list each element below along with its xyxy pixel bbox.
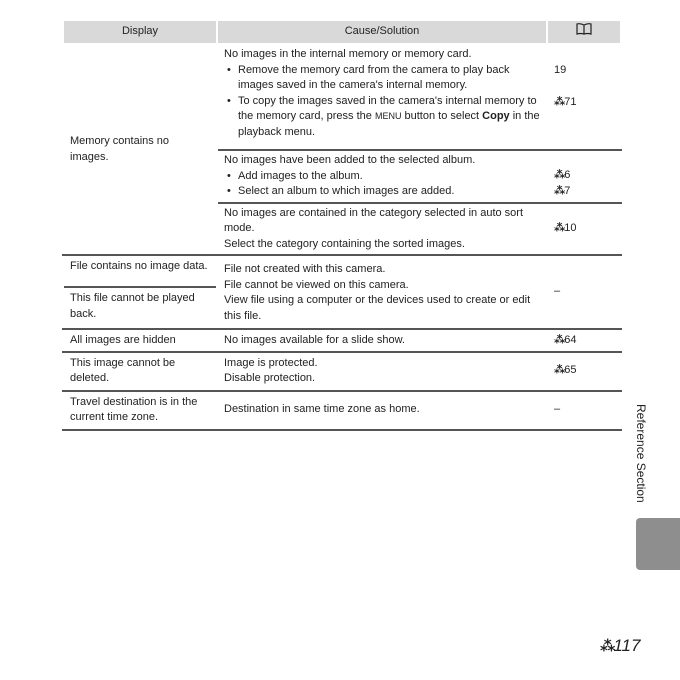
solution-bullet: • Remove the memory card from the camera to play back images saved in the camera's internal memory. xyxy=(224,63,540,94)
page-reference-number: 6 xyxy=(564,169,571,181)
error-message-table xyxy=(62,21,622,431)
copy-label: Copy xyxy=(482,110,510,122)
page-number xyxy=(600,636,640,656)
cause-cell xyxy=(217,150,547,203)
reference-cell: – xyxy=(547,255,621,329)
reference-header xyxy=(547,21,621,44)
table-row xyxy=(63,352,621,391)
display-text: This file cannot be played back. xyxy=(70,292,195,320)
reference-icon: ⁂ xyxy=(600,638,614,655)
reference-cell xyxy=(547,203,621,256)
cause-text: Image is protected. xyxy=(224,356,318,369)
table-row xyxy=(63,391,621,430)
reference-cell xyxy=(547,150,621,203)
section-side-label: Reference Section xyxy=(634,404,648,503)
cause-cell xyxy=(217,352,547,391)
book-icon xyxy=(576,23,592,35)
cause-intro: No images in the internal memory or memory card. xyxy=(224,48,472,60)
bullet-text: button to select xyxy=(401,110,483,122)
reference-icon: ⁂ xyxy=(554,222,565,234)
display-cell: Travel destination is in the current time zone. xyxy=(63,391,217,430)
display-cell: This image cannot be deleted. xyxy=(63,352,217,391)
table-row xyxy=(63,44,621,150)
page-reference-number: 71 xyxy=(564,95,577,108)
table-row xyxy=(63,329,621,352)
cause-cell xyxy=(217,255,547,329)
reference-icon: ⁂ xyxy=(554,95,565,108)
page-reference-number: 65 xyxy=(564,364,577,377)
menu-button-label: MENU xyxy=(374,111,402,121)
page-reference xyxy=(554,95,614,111)
cause-cell xyxy=(217,203,547,256)
display-cell: Memory contains no images. xyxy=(63,44,217,255)
cause-cell: Destination in same time zone as home. xyxy=(217,391,547,430)
reference-icon: ⁂ xyxy=(554,169,565,181)
table-row xyxy=(63,255,621,329)
page-reference-number: 10 xyxy=(564,222,577,234)
display-cell: All images are hidden xyxy=(63,329,217,352)
cause-text: File cannot be viewed on this camera. xyxy=(224,278,409,291)
cause-text: No images are contained in the category selected in auto sort mode. xyxy=(224,206,524,234)
cause-solution-header: Cause/Solution xyxy=(217,21,547,44)
display-text: File contains no image data. xyxy=(64,256,216,288)
cause-cell xyxy=(217,44,547,150)
solution-bullet xyxy=(224,94,540,141)
reference-icon: ⁂ xyxy=(554,364,565,377)
cause-text: File not created with this camera. xyxy=(224,263,386,275)
solution-text: View file using a computer or the devices used to create or edit this file. xyxy=(224,294,531,322)
solution-text: Disable protection. xyxy=(224,372,316,384)
reference-cell xyxy=(547,329,621,352)
solution-text: Select the category containing the sorted images. xyxy=(224,237,465,250)
reference-cell xyxy=(547,352,621,391)
page-reference-number: 7 xyxy=(564,184,571,197)
section-tab xyxy=(636,518,680,570)
bullet-text: To copy the images saved in the camera's internal memory to the memory card, press the xyxy=(238,94,537,122)
reference-icon: ⁂ xyxy=(554,333,565,346)
cause-cell: No images available for a slide show. xyxy=(217,329,547,352)
table-header-row xyxy=(63,21,621,44)
solution-bullet: • Add images to the album. xyxy=(224,169,540,185)
solution-bullet: • Select an album to which images are added. xyxy=(224,184,540,200)
page-number-value: 117 xyxy=(613,636,641,655)
display-header: Display xyxy=(63,21,217,44)
page-reference-number: 64 xyxy=(564,333,577,346)
reference-icon: ⁂ xyxy=(554,184,565,197)
bullet-text: in the playback menu. xyxy=(238,110,540,138)
page-reference xyxy=(554,168,614,184)
reference-cell xyxy=(547,44,621,150)
page-reference xyxy=(554,184,614,200)
page-reference: 19 xyxy=(554,64,567,76)
reference-cell: – xyxy=(547,391,621,430)
display-cell xyxy=(63,255,217,329)
cause-intro: No images have been added to the selected album. xyxy=(224,154,476,166)
